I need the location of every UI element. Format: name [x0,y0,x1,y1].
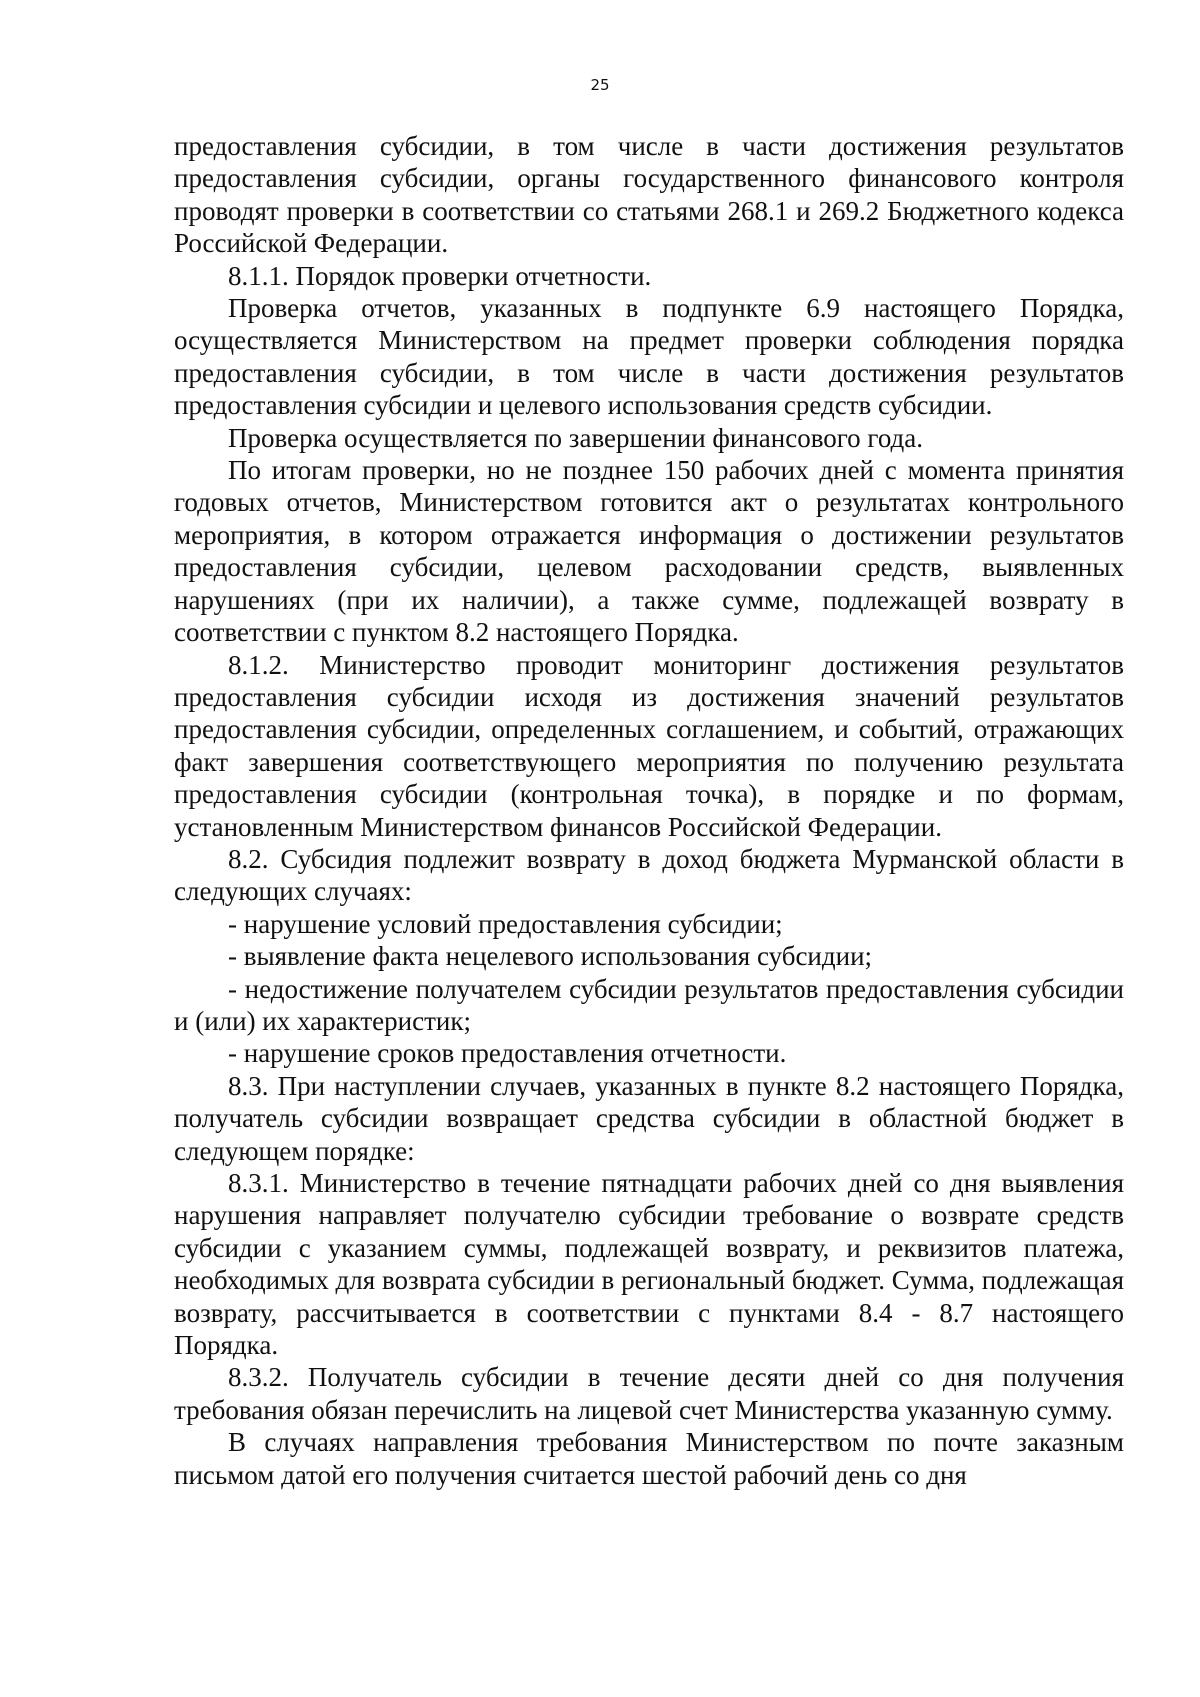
paragraph: В случаях направления требования Министерством по почте заказным письмом датой его получения считается шестой рабочий день со дня [174,1427,1124,1490]
paragraph: Проверка отчетов, указанных в подпункте 6.9 настоящего Порядка, осуществляется Министерством на предмет проверки соблюдения порядка предоставления субсидии, в том числе в части достижения результатов предоставления субсидии и целевого использования средств субсидии. [174,293,1124,421]
paragraph: По итогам проверки, но не позднее 150 рабочих дней с момента принятия годовых отчетов, Министерством готовится акт о результатах контрольного мероприятия, в котором отражается информация о достижении результатов предоставления субсидии, целевом расходовании средств, выявленных нарушениях (при их наличии), а также сумме, подлежащей возврату в соответствии с пунктом 8.2 настоящего Порядка. [174,455,1124,648]
paragraph: 8.3. При наступлении случаев, указанных в пункте 8.2 настоящего Порядка, получатель субсидии возвращает средства субсидии в областной бюджет в следующем порядке: [174,1070,1124,1166]
paragraph: 8.1.1. Порядок проверки отчетности. [228,260,652,291]
paragraph: 8.3.2. Получатель субсидии в течение десяти дней со дня получения требования обязан перечислить на лицевой счет Министерства указанную сумму. [174,1362,1124,1425]
list-item: - нарушение условий предоставления субсидии; [228,908,783,939]
document-body [174,130,1124,1491]
paragraph: предоставления субсидии, в том числе в части достижения результатов предоставления субсидии, органы государственного финансового контроля проводят проверки в соответствии со статьями 268.1 и 269.2 Бюджетного кодекса Российской Федерации. [174,131,1124,259]
paragraph: Проверка осуществляется по завершении финансового года. [228,422,924,453]
list-item: - выявление факта нецелевого использования субсидии; [228,941,873,972]
paragraph: 8.3.1. Министерство в течение пятнадцати рабочих дней со дня выявления нарушения направляет получателю субсидии требование о возврате средств субсидии с указанием суммы, подлежащей возврату, и реквизитов платежа, необходимых для возврата субсидии в региональный бюджет. Сумма, подлежащая возврату, рассчитывается в соответствии с пунктами 8.4 - 8.7 настоящего Порядка. [174,1168,1124,1361]
paragraph: 8.1.2. Министерство проводит мониторинг достижения результатов предоставления субсидии исходя из достижения значений результатов предоставления субсидии, определенных соглашением, и событий, отражающих факт завершения соответствующего мероприятия по получению результата предоставления субсидии (контрольная точка), в порядке и по формам, установленным Министерством финансов Российской Федерации. [174,649,1124,842]
page-number: 25 [590,76,610,94]
list-item: - недостижение получателем субсидии результатов предоставления субсидии и (или) их характеристик; [174,973,1124,1036]
paragraph: 8.2. Субсидия подлежит возврату в доход бюджета Мурманской области в следующих случаях: [174,843,1124,907]
list-item: - нарушение сроков предоставления отчетности. [228,1038,787,1069]
